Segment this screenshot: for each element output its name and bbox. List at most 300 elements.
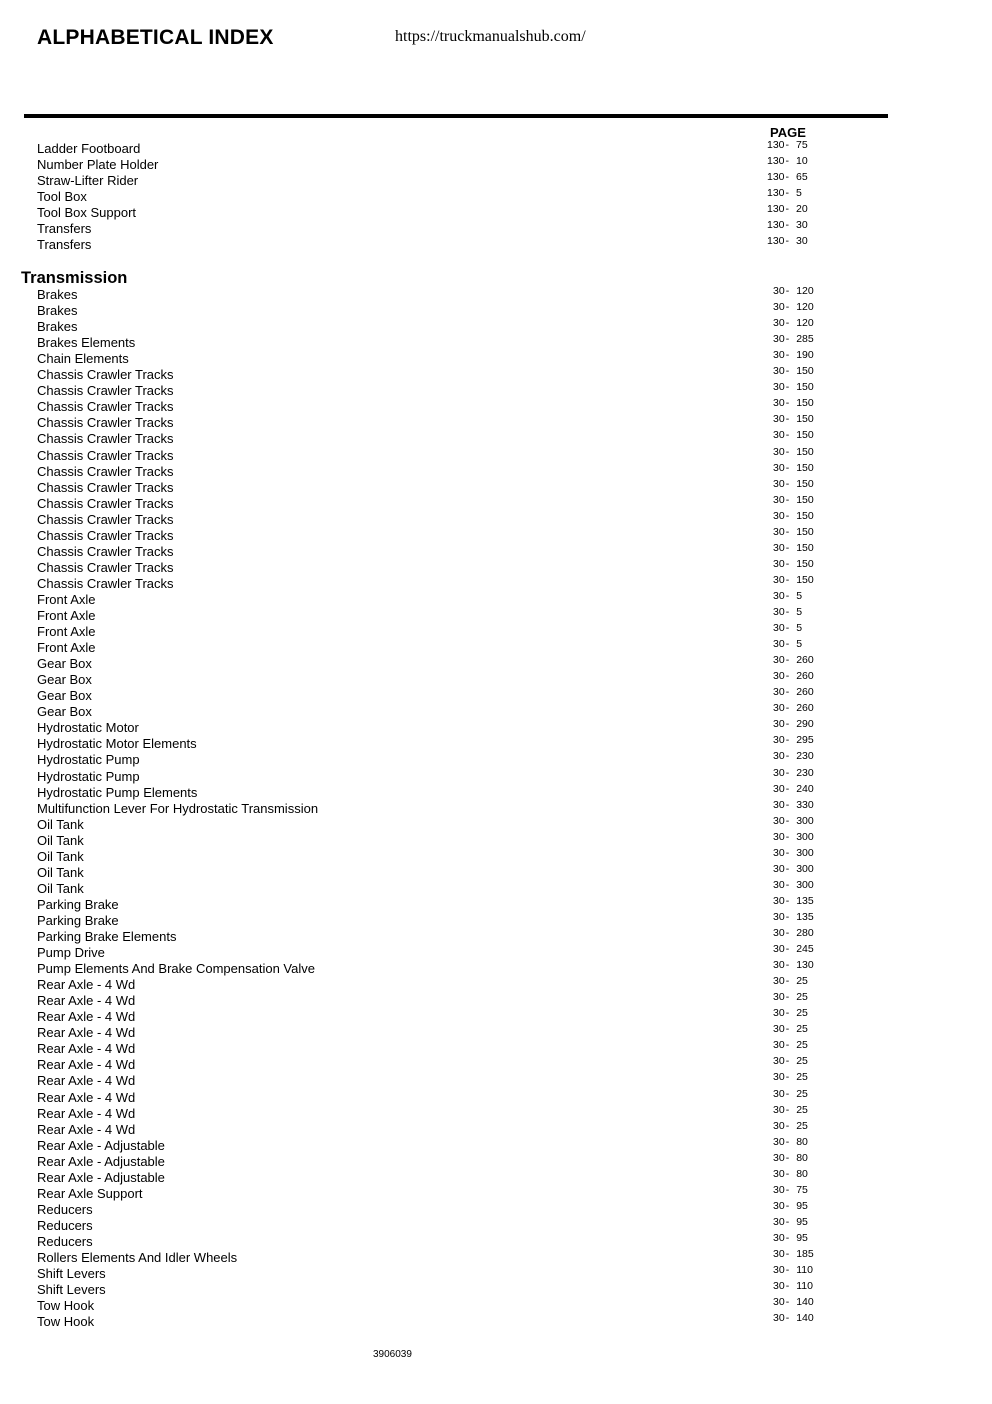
page-number: 10 — [796, 155, 808, 168]
ref-separator: - — [785, 317, 790, 330]
page-number: 150 — [796, 365, 814, 378]
page-number: 80 — [796, 1151, 808, 1164]
index-entry-label: Chassis Crawler Tracks — [37, 431, 174, 447]
index-row — [0, 1103, 992, 1122]
page-number: 5 — [796, 638, 803, 651]
index-entry-ref — [773, 349, 814, 361]
ref-separator: - — [785, 235, 790, 248]
index-entry-ref — [773, 526, 814, 538]
index-entry-label: Chassis Crawler Tracks — [37, 479, 174, 495]
index-entry-label: Front Axle — [37, 640, 96, 656]
section-number: 30 — [773, 557, 785, 570]
index-entry-label: Reducers — [37, 1201, 93, 1217]
index-row — [0, 445, 992, 464]
index-entry-ref — [773, 285, 814, 297]
ref-separator: - — [785, 203, 790, 216]
index-entry-ref — [773, 1152, 808, 1164]
section-number: 30 — [773, 1135, 785, 1148]
index-entry-ref — [773, 1248, 814, 1260]
ref-separator: - — [785, 445, 790, 458]
index-row — [0, 1009, 992, 1025]
index-entry-ref — [773, 718, 814, 730]
index-row — [0, 383, 992, 399]
index-entry-label: Gear Box — [37, 688, 92, 704]
ref-separator: - — [785, 509, 790, 522]
index-row — [0, 1073, 992, 1089]
ref-separator: - — [785, 541, 790, 554]
ref-separator: - — [785, 606, 790, 618]
index-entry-ref — [773, 927, 814, 939]
index-entry-ref — [773, 333, 814, 345]
index-entry-label: Pump Elements And Brake Compensation Valve — [37, 961, 315, 977]
ref-separator: - — [785, 187, 790, 200]
page-number: 25 — [796, 1039, 808, 1052]
index-row — [0, 367, 992, 383]
ref-separator: - — [785, 301, 790, 314]
index-row — [0, 589, 992, 608]
page-number: 110 — [796, 1280, 813, 1293]
index-entry-ref — [773, 446, 814, 458]
ref-separator: - — [785, 1103, 790, 1116]
section-number: 30 — [773, 910, 785, 923]
section-number: 30 — [773, 798, 785, 811]
index-entry-ref — [773, 1088, 808, 1100]
index-entry-label: Rear Axle - Adjustable — [37, 1153, 165, 1169]
section-number: 30 — [773, 1280, 785, 1293]
ref-separator: - — [785, 846, 790, 859]
section-number: 30 — [773, 814, 785, 827]
index-row — [0, 477, 992, 496]
ref-separator: - — [785, 1119, 790, 1132]
index-entry-ref — [773, 1023, 808, 1035]
ref-separator: - — [785, 622, 790, 635]
index-entry-label: Chassis Crawler Tracks — [37, 463, 174, 479]
index-row — [0, 878, 992, 897]
index-entry-label: Rear Axle - Adjustable — [37, 1169, 165, 1185]
section-number: 30 — [773, 1007, 785, 1020]
index-row — [0, 688, 992, 704]
index-entry-label: Tow Hook — [37, 1298, 95, 1314]
index-entry-ref — [773, 381, 814, 393]
page-number: 150 — [796, 525, 814, 538]
index-entry-ref — [773, 1168, 808, 1180]
index-entry-label: Chassis Crawler Tracks — [37, 575, 174, 591]
section-number: 30 — [773, 461, 785, 474]
section-number: 30 — [773, 525, 785, 538]
index-entry-label: Chassis Crawler Tracks — [37, 543, 174, 559]
section-number: 30 — [773, 782, 785, 795]
index-entry-label: Pump Drive — [37, 945, 105, 961]
page-title: ALPHABETICAL INDEX — [37, 26, 274, 49]
index-row — [0, 798, 992, 817]
index-entry-ref — [773, 1055, 808, 1067]
page-number: 280 — [796, 927, 814, 939]
index-row — [0, 541, 992, 560]
page-number: 290 — [796, 718, 814, 731]
index-entry-ref — [773, 879, 814, 891]
section-number: 30 — [773, 830, 785, 843]
page-number: 25 — [796, 1071, 808, 1084]
ref-separator: - — [785, 333, 790, 346]
page-number: 300 — [796, 862, 814, 875]
section-number: 30 — [773, 1183, 785, 1196]
ref-separator: - — [785, 1296, 790, 1309]
ref-separator: - — [785, 1231, 790, 1244]
index-entry-ref — [767, 139, 808, 151]
section-number: 30 — [773, 894, 785, 907]
ref-separator: - — [785, 943, 790, 956]
page-number: 230 — [796, 766, 814, 779]
index-row — [0, 862, 992, 881]
index-entry-label: Front Axle — [37, 608, 96, 623]
page-number: 25 — [796, 975, 808, 988]
index-entry-label: Chassis Crawler Tracks — [37, 495, 174, 511]
page-number: 150 — [796, 429, 814, 442]
section-number: 30 — [773, 589, 785, 602]
ref-separator: - — [785, 525, 790, 538]
index-entry-ref — [773, 799, 814, 811]
index-entry-ref — [773, 638, 802, 650]
index-entry-label: Rear Axle - Adjustable — [37, 1137, 165, 1153]
section-number: 130 — [767, 171, 785, 184]
section-number: 30 — [773, 413, 785, 426]
section-number: 30 — [773, 1215, 785, 1228]
index-row — [0, 189, 992, 205]
index-entry-label: Brakes — [37, 287, 78, 302]
index-entry-label: Reducers — [37, 1233, 93, 1249]
index-entry-ref — [767, 187, 802, 199]
ref-separator: - — [785, 1167, 790, 1180]
section-number: 30 — [773, 333, 785, 346]
page-number: 95 — [796, 1231, 808, 1244]
index-entry-label: Shift Levers — [37, 1266, 106, 1282]
page-number: 140 — [796, 1312, 814, 1325]
ref-separator: - — [785, 1215, 790, 1228]
page-number: 95 — [796, 1215, 808, 1228]
index-entry-ref — [773, 654, 814, 666]
index-entry-label: Oil Tank — [37, 864, 84, 880]
page-number: 75 — [796, 1183, 808, 1196]
index-row — [0, 846, 992, 865]
index-entry-ref — [767, 235, 808, 247]
index-entry-ref — [773, 1039, 808, 1051]
index-row — [0, 672, 992, 688]
index-entry-label: Tool Box Support — [37, 205, 137, 221]
index-row — [0, 1057, 992, 1073]
index-entry-label: Parking Brake — [37, 896, 119, 912]
page-number: 80 — [796, 1135, 808, 1148]
page-number: 260 — [796, 654, 814, 667]
index-entry-label: Front Axle — [37, 591, 96, 607]
index-entry-ref — [773, 1264, 813, 1276]
ref-separator: - — [785, 894, 790, 907]
index-row — [0, 1266, 992, 1282]
index-entry-label: Rear Axle - 4 Wd — [37, 1105, 136, 1121]
index-entry-ref — [773, 734, 814, 746]
page-number: 5 — [796, 187, 802, 200]
index-entry-ref — [773, 1120, 808, 1132]
index-row — [0, 910, 992, 929]
section-number: 30 — [773, 1103, 785, 1116]
page-number: 120 — [796, 285, 814, 297]
index-row — [0, 509, 992, 528]
ref-separator: - — [785, 1071, 790, 1084]
index-entry-label: Tool Box — [37, 189, 87, 205]
section-number: 30 — [773, 381, 785, 394]
ref-separator: - — [785, 991, 790, 1004]
section-number: 30 — [773, 301, 785, 314]
index-row — [0, 736, 992, 752]
index-row — [0, 303, 992, 319]
index-row — [0, 173, 992, 189]
index-row — [0, 431, 992, 447]
index-entry-ref — [773, 815, 814, 827]
index-row — [0, 1135, 992, 1154]
index-entry-ref — [773, 397, 814, 409]
index-entry-ref — [773, 1104, 808, 1116]
index-entry-ref — [773, 1200, 808, 1212]
index-entry-label: Parking Brake — [37, 912, 119, 928]
page-column-header: PAGE — [770, 125, 806, 140]
ref-separator: - — [785, 1039, 790, 1052]
section-number: 30 — [773, 317, 785, 330]
section-number: 30 — [773, 654, 785, 667]
index-entry-label: Transfers — [37, 221, 92, 237]
index-entry-label: Rear Axle - 4 Wd — [37, 993, 136, 1009]
page-number: 150 — [796, 541, 814, 554]
ref-separator: - — [785, 589, 790, 602]
index-entry-label: Brakes Elements — [37, 335, 136, 351]
page-number: 150 — [796, 509, 814, 522]
index-entry-ref — [773, 686, 814, 698]
section-number: 30 — [773, 702, 785, 715]
section-number: 130 — [767, 139, 785, 151]
ref-separator: - — [785, 413, 790, 426]
index-row — [0, 1087, 992, 1106]
ref-separator: - — [785, 477, 790, 490]
index-entry-ref — [773, 750, 814, 762]
index-entry-ref — [773, 863, 814, 875]
index-entry-ref — [767, 171, 808, 183]
index-entry-label: Straw-Lifter Rider — [37, 173, 139, 189]
section-number: 30 — [773, 509, 785, 522]
ref-separator: - — [785, 686, 790, 699]
index-entry-ref — [773, 317, 814, 329]
section-number: 30 — [773, 445, 785, 458]
page-number: 135 — [796, 910, 814, 923]
index-row — [0, 704, 992, 720]
section-number: 30 — [773, 606, 785, 618]
section-number: 30 — [773, 750, 785, 763]
section-number: 30 — [773, 846, 785, 859]
section-number: 130 — [767, 187, 785, 200]
index-entry-label: Rear Axle - 4 Wd — [37, 1009, 136, 1025]
section-number: 30 — [773, 285, 785, 297]
section-number: 30 — [773, 638, 785, 651]
ref-separator: - — [785, 365, 790, 378]
section-number: 30 — [773, 1055, 785, 1068]
index-row — [0, 525, 992, 544]
index-entry-ref — [773, 301, 814, 313]
page-number: 150 — [796, 493, 814, 506]
index-row — [0, 399, 992, 415]
section-number: 30 — [773, 878, 785, 891]
ref-separator: - — [785, 750, 790, 763]
index-entry-label: Gear Box — [37, 672, 92, 688]
index-entry-ref — [773, 606, 802, 618]
section-number: 30 — [773, 1039, 785, 1052]
index-entry-label: Rear Axle - 4 Wd — [37, 1089, 136, 1105]
index-row — [0, 624, 992, 640]
ref-separator: - — [785, 878, 790, 891]
index-row — [0, 1167, 992, 1186]
ref-separator: - — [785, 493, 790, 506]
index-entry-ref — [773, 831, 814, 843]
index-entry-label: Hydrostatic Pump Elements — [37, 784, 198, 800]
index-row — [0, 557, 992, 576]
ref-separator: - — [785, 1280, 790, 1293]
section-number: 30 — [773, 943, 785, 956]
index-row — [0, 894, 992, 913]
section-number: 30 — [773, 862, 785, 875]
page-number: 120 — [796, 317, 814, 330]
header-url: https://truckmanualshub.com/ — [395, 28, 586, 45]
section-number: 30 — [773, 365, 785, 378]
page-number: 300 — [796, 830, 814, 843]
section-number: 30 — [773, 477, 785, 490]
index-entry-label: Oil Tank — [37, 848, 84, 864]
index-entry-ref — [773, 494, 814, 506]
index-row — [0, 157, 992, 173]
index-entry-ref — [773, 1184, 808, 1196]
ref-separator: - — [785, 734, 790, 747]
page-number: 65 — [796, 171, 808, 184]
index-entry-ref — [773, 991, 808, 1003]
page-number: 120 — [796, 301, 814, 314]
section-number: 30 — [773, 1167, 785, 1180]
index-row — [0, 141, 992, 157]
index-row — [0, 573, 992, 592]
ref-separator: - — [785, 219, 790, 232]
ref-separator: - — [785, 975, 790, 988]
page-number: 285 — [796, 333, 814, 346]
section-number: 30 — [773, 1023, 785, 1036]
index-row — [0, 1025, 992, 1041]
index-row — [0, 782, 992, 801]
index-entry-label: Oil Tank — [37, 880, 84, 896]
section-number: 30 — [773, 541, 785, 554]
index-row — [0, 608, 992, 624]
index-entry-ref — [773, 574, 814, 586]
page-number: 5 — [796, 589, 803, 602]
ref-separator: - — [785, 139, 790, 151]
index-row — [0, 766, 992, 785]
ref-separator: - — [785, 285, 790, 297]
index-entry-label: Number Plate Holder — [37, 157, 159, 173]
page-number: 25 — [796, 991, 808, 1004]
section-number: 30 — [773, 397, 785, 410]
ref-separator: - — [785, 702, 790, 715]
index-entry-label: Brakes — [37, 319, 78, 335]
index-entry-ref — [773, 413, 814, 425]
ref-separator: - — [785, 1135, 790, 1148]
page-number: 75 — [796, 139, 808, 151]
page-number: 140 — [796, 1296, 814, 1309]
index-entry-label: Rollers Elements And Idler Wheels — [37, 1250, 238, 1265]
section-number: 30 — [773, 1264, 785, 1277]
index-row — [0, 720, 992, 736]
index-row — [0, 221, 992, 237]
page-number: 20 — [796, 203, 808, 216]
index-entry-ref — [773, 542, 814, 554]
index-entry-label: Chassis Crawler Tracks — [37, 511, 174, 527]
index-row — [0, 1231, 992, 1250]
index-row — [0, 1199, 992, 1218]
section-number: 130 — [767, 235, 785, 248]
index-entry-label: Parking Brake Elements — [37, 929, 177, 944]
ref-separator: - — [785, 381, 790, 394]
ref-separator: - — [785, 654, 790, 667]
page-number: 300 — [796, 846, 814, 859]
section-number: 30 — [773, 349, 785, 362]
index-row — [0, 1151, 992, 1170]
section-number: 30 — [773, 718, 785, 731]
ref-separator: - — [785, 1007, 790, 1020]
index-entry-ref — [773, 478, 814, 490]
page-number: 260 — [796, 686, 814, 699]
index-row — [0, 830, 992, 849]
page-number: 150 — [796, 445, 814, 458]
section-number: 30 — [773, 1087, 785, 1100]
ref-separator: - — [785, 798, 790, 811]
section-number: 30 — [773, 1151, 785, 1164]
index-entry-ref — [773, 959, 814, 971]
index-entry-label: Gear Box — [37, 704, 92, 720]
page-number: 135 — [796, 894, 814, 907]
index-entry-ref — [767, 219, 808, 231]
section-number: 30 — [773, 959, 785, 972]
section-number: 30 — [773, 686, 785, 699]
index-entry-ref — [773, 895, 814, 907]
index-entry-label: Rear Axle - 4 Wd — [37, 1073, 136, 1089]
section-number: 30 — [773, 622, 785, 635]
index-row — [0, 1298, 992, 1314]
index-entry-label: Oil Tank — [37, 816, 84, 832]
ref-separator: - — [785, 766, 790, 779]
ref-separator: - — [785, 1183, 790, 1196]
ref-separator: - — [785, 670, 790, 683]
page-number: 245 — [796, 943, 814, 956]
ref-separator: - — [785, 927, 790, 939]
page-number: 95 — [796, 1199, 808, 1212]
ref-separator: - — [785, 959, 790, 972]
index-entry-label: Chassis Crawler Tracks — [37, 367, 174, 383]
index-entry-label: Rear Axle - 4 Wd — [37, 1121, 136, 1137]
index-entry-ref — [773, 1136, 808, 1148]
index-row — [0, 1282, 992, 1298]
index-row — [0, 461, 992, 480]
page-number: 110 — [796, 1264, 813, 1277]
index-entry-label: Chassis Crawler Tracks — [37, 415, 174, 431]
index-entry-ref — [773, 943, 814, 955]
page-number: 5 — [796, 606, 803, 618]
ref-separator: - — [785, 1264, 790, 1277]
page-number: 150 — [796, 461, 814, 474]
footer-doc-number: 3906039 — [373, 1349, 412, 1360]
ref-separator: - — [785, 1055, 790, 1068]
index-entry-label: Hydrostatic Pump — [37, 768, 140, 784]
ref-separator: - — [785, 862, 790, 875]
